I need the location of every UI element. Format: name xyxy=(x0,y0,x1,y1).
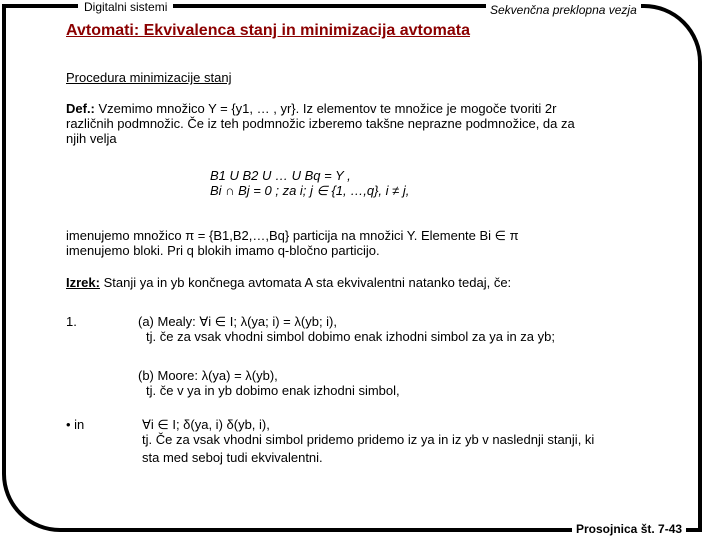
moore-line-2: tj. če v ya in yb dobimo enak izhodni simbol, xyxy=(146,383,400,398)
header-course: Digitalni sistemi xyxy=(78,0,173,14)
formula-block xyxy=(210,168,409,198)
delta-line-3: sta med seboj tudi ekvivalentni. xyxy=(142,450,323,465)
bullet-in: • in xyxy=(66,417,85,432)
definition-block xyxy=(66,101,575,146)
partition-block xyxy=(66,228,519,258)
moore-condition xyxy=(138,368,400,398)
theorem-block xyxy=(66,275,511,290)
definition-label: Def.: xyxy=(66,101,95,116)
formula-union: B1 U B2 U … U Bq = Y , xyxy=(210,168,351,183)
theorem-text: Stanji ya in yb končnega avtomata A sta ekvivalentni natanko tedaj, če: xyxy=(99,275,512,290)
formula-intersection: Bi ∩ Bj = 0 ; za i; j ∈ {1, …,q}, i ≠ j, xyxy=(210,183,410,198)
slide-number: Prosojnica št. 7-43 xyxy=(572,522,686,536)
delta-line-1: ∀i ∈ I; δ(ya, i) δ(yb, i), xyxy=(142,417,270,432)
moore-line-1: (b) Moore: λ(ya) = λ(yb), xyxy=(138,368,278,383)
mealy-condition xyxy=(138,314,555,344)
definition-line-1: Vzemimo množico Y = {y1, … , yr}. Iz elementov te množice je mogoče tvoriti 2r xyxy=(94,101,557,116)
definition-line-3: njih velja xyxy=(66,131,117,146)
mealy-line-1: (a) Mealy: ∀i ∈ I; λ(ya; i) = λ(yb; i), xyxy=(138,314,337,329)
delta-line-2: tj. Če za vsak vhodni simbol pridemo pridemo iz ya in iz yb v naslednji stanji, ki xyxy=(142,432,595,447)
transition-condition xyxy=(142,417,594,465)
mealy-line-2: tj. če za vsak vhodni simbol dobimo enak izhodni simbol za ya in za yb; xyxy=(146,329,555,344)
partition-line-2: imenujemo bloki. Pri q blokih imamo q-bločno particijo. xyxy=(66,243,380,258)
section-heading: Procedura minimizacije stanj xyxy=(66,70,232,85)
header-chapter: Sekvenčna preklopna vezja xyxy=(486,3,641,17)
partition-line-1: imenujemo množico π = {B1,B2,…,Bq} particija na množici Y. Elemente Bi ∈ π xyxy=(66,228,519,243)
theorem-label: Izrek: xyxy=(66,275,100,290)
slide-title: Avtomati: Ekvivalenca stanj in minimizacija avtomata xyxy=(66,21,474,41)
item-number-1: 1. xyxy=(66,314,77,329)
definition-line-2: različnih podmnožic. Če iz teh podmnožic izberemo takšne neprazne podmnožice, da za xyxy=(66,116,575,131)
